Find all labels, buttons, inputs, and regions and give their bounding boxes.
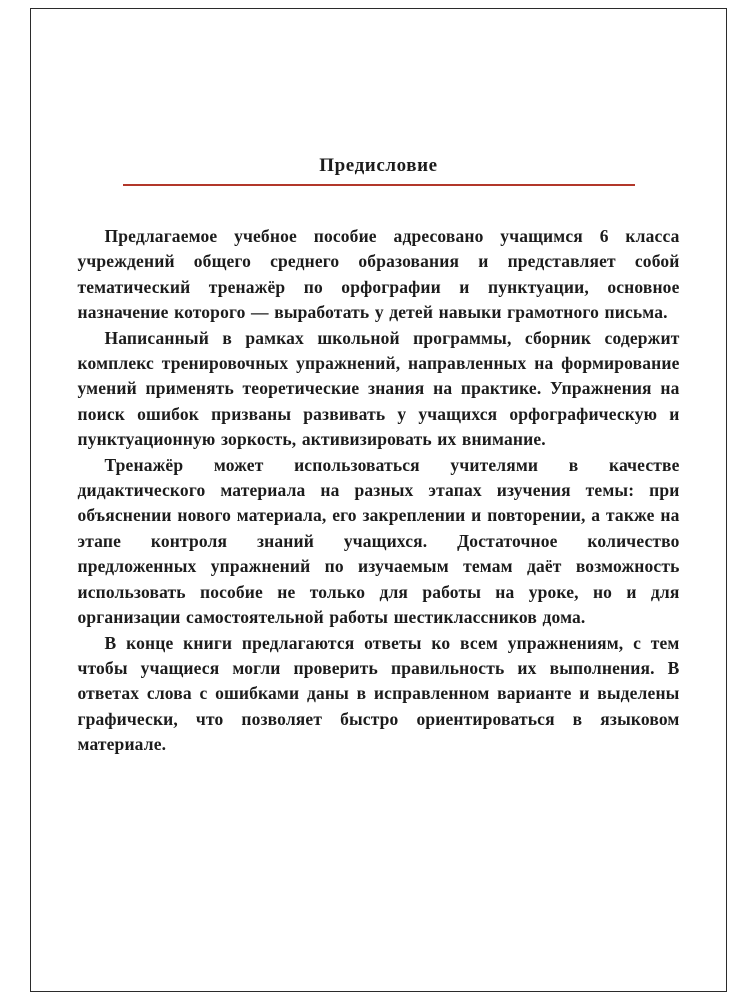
- paragraph: Предлагаемое учебное пособие адресовано учащимся 6 класса учреждений общего среднего образования и представляет собой тематический тренажёр по орфографии и пунктуации, основное назначение которого — выработать у детей навыки грамотного письма.: [77, 226, 680, 323]
- title-block: [123, 155, 635, 186]
- body-text: [78, 224, 680, 758]
- page-border: [30, 8, 727, 992]
- title-underline: [123, 184, 635, 186]
- paragraph: Написанный в рамках школьной программы, сборник содержит комплекс тренировочных упражнений, направленных на формирование умений применять теоретические знания на практике. Упражнения на поиск ошибок призваны развивать у учащихся орфографическую и пунктуационную зоркость, активизировать их внимание.: [77, 327, 680, 450]
- paragraph: Тренажёр может использоваться учителями в качестве дидактического материала на разных этапах изучения темы: при объяснении нового материала, его закреплении и повторении, а также на этапе контроля знаний учащихся. Достаточное количество предложенных упражнений по изучаемым темам даёт возможность использовать пособие не только для работы на уроке, но и для организации самостоятельной работы шестиклассников дома.: [77, 454, 680, 628]
- paragraph: В конце книги предлагаются ответы ко всем упражнениям, с тем чтобы учащиеся могли проверить правильность их выполнения. В ответах слова с ошибками даны в исправленном варианте и выделены графически, что позволяет быстро ориентироваться в языковом материале.: [77, 632, 680, 755]
- page-title: Предисловие: [319, 155, 438, 176]
